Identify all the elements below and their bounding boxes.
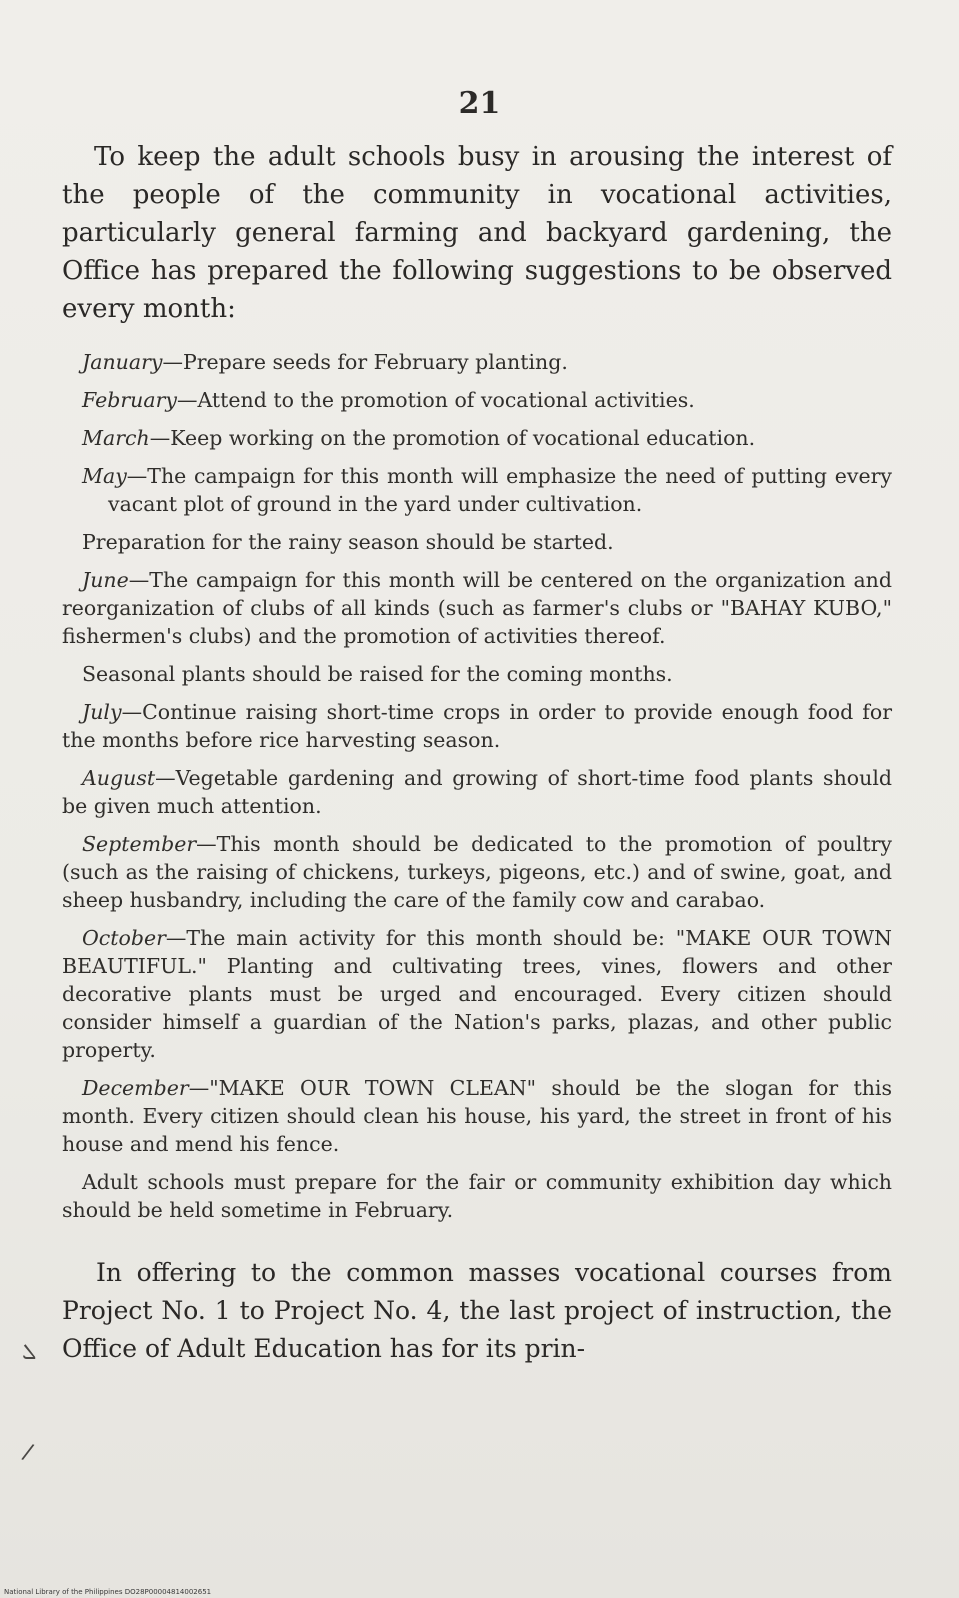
month-label: February [82, 388, 177, 412]
entry-december [62, 1074, 892, 1158]
month-label: March [82, 426, 150, 450]
month-label: January [82, 350, 163, 374]
pencil-stroke-mark: / [19, 1439, 36, 1466]
entry-august [62, 764, 892, 820]
month-label: September [82, 832, 197, 856]
pencil-tick-mark: ܠ [22, 1340, 37, 1365]
entry-seasonal-plants [62, 660, 892, 688]
entry-october [62, 924, 892, 1064]
month-label: August [82, 766, 156, 790]
entry-text: —Attend to the promotion of vocational activities. [176, 388, 695, 412]
entry-march [62, 424, 892, 452]
month-label: May [82, 464, 127, 488]
entry-text: —The campaign for this month will emphasize the need of putting every vacant plot of ground in the yard under cultivation. [108, 464, 892, 516]
entry-rainy-season [62, 528, 892, 556]
entry-june [62, 566, 892, 650]
entry-text: —"MAKE OUR TOWN CLEAN" should be the slogan for this month. Every citizen should clean his house, his yard, the street in front of his house and mend his fence. [62, 1076, 892, 1156]
page-number: 21 [458, 86, 501, 121]
entry-text: —Prepare seeds for February planting. [162, 350, 568, 374]
entry-january [62, 348, 892, 376]
entry-text: —This month should be dedicated to the promotion of poultry (such as the raising of chickens, turkeys, pigeons, etc.) and of swine, goat, and sheep husbandry, including the care of the family cow and carabao. [62, 832, 892, 912]
page-content [62, 138, 892, 1368]
entry-september [62, 830, 892, 914]
intro-paragraph: To keep the adult schools busy in arousing the interest of the people of the community in vocational activities, particularly general farming and backyard gardening, the Office has prepared the following suggestions to be observed every month: [62, 142, 892, 324]
entry-text: Preparation for the rainy season should be started. [82, 530, 614, 554]
month-label: June [82, 568, 129, 592]
entry-adult-schools [62, 1168, 892, 1224]
entry-text: Seasonal plants should be raised for the coming months. [82, 662, 673, 686]
entry-text: —The main activity for this month should be: "MAKE OUR TOWN BEAUTIFUL." Planting and cultivating trees, vines, flowers and other decorative plants must be urged and encouraged. Every citizen should consider himself a guardian of the Nation's parks, plazas, and other public property. [62, 926, 892, 1062]
entry-text: —Keep working on the promotion of vocational education. [149, 426, 756, 450]
scan-footer-note: National Library of the Philippines DO28P00004814002651 [4, 1588, 212, 1596]
month-label: July [82, 700, 122, 724]
month-label: December [82, 1076, 189, 1100]
entry-may [62, 462, 892, 518]
entry-text: Adult schools must prepare for the fair or community exhibition day which should be held sometime in February. [62, 1170, 892, 1222]
entry-text: —Continue raising short-time crops in order to provide enough food for the months before rice harvesting season. [62, 700, 892, 752]
entry-text: —Vegetable gardening and growing of short-time food plants should be given much attention. [62, 766, 892, 818]
closing-paragraph: In offering to the common masses vocational courses from Project No. 1 to Project No. 4, the last project of instruction, the Office of Adult Education has for its prin- [62, 1258, 892, 1363]
entry-july [62, 698, 892, 754]
entry-february [62, 386, 892, 414]
month-label: October [82, 926, 166, 950]
entry-text: —The campaign for this month will be centered on the organization and reorganization of clubs of all kinds (such as farmer's clubs or "BAHAY KUBO," fishermen's clubs) and the promotion of activities thereof. [62, 568, 892, 648]
